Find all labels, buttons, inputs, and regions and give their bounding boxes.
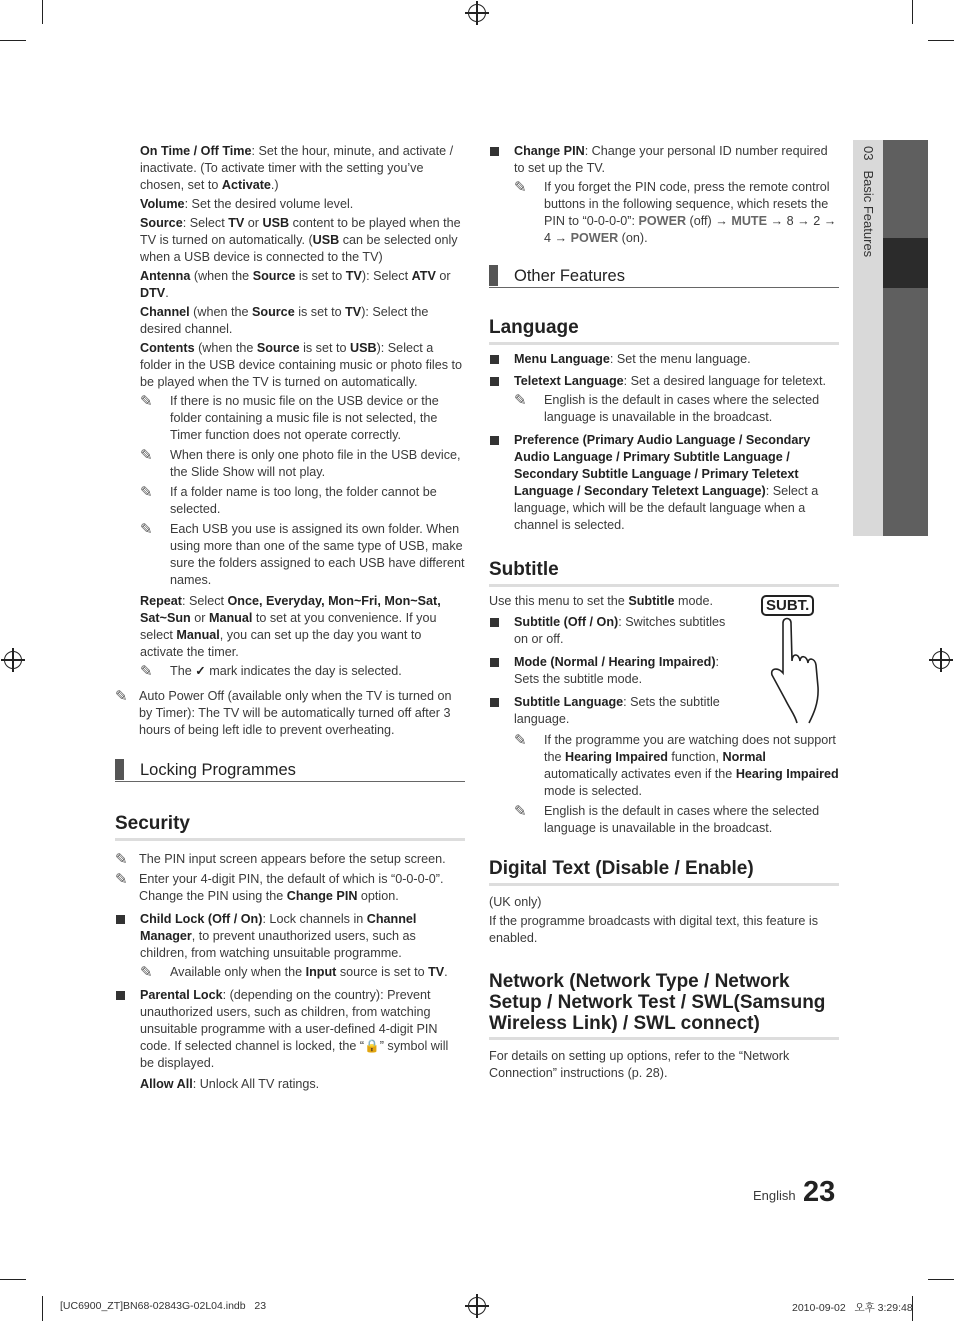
subtitle-intro: Use this menu to set the Subtitle mode. — [489, 594, 714, 608]
note-pencil-icon: ✎ — [140, 393, 153, 410]
note-pencil-icon: ✎ — [115, 688, 128, 705]
teletext-language-item: Teletext Language: Set a desired language for teletext. — [489, 373, 839, 390]
crop-mark — [928, 1279, 954, 1280]
crop-mark — [42, 1296, 43, 1321]
channel-item: Channel (when the Source is set to TV): Select the desired channel. — [140, 305, 429, 336]
note: ✎ If you forget the PIN code, press the remote control buttons in the following sequence, which resets the PIN to “0-0-0-0”: POWER (off) → MUTE → 8 → 2 → 4 → POWER (on). — [514, 179, 837, 245]
change-pin-item: Change PIN: Change your personal ID number required to set up the TV. — [489, 143, 839, 177]
mode-item: Mode (Normal / Hearing Impaired): Sets the subtitle mode. — [489, 654, 734, 688]
note-pencil-icon: ✎ — [514, 392, 527, 409]
note: ✎ If a folder name is too long, the folder cannot be selected. — [140, 484, 437, 516]
section-marker — [115, 759, 124, 780]
note-pencil-icon: ✎ — [514, 732, 527, 749]
preference-item: Preference (Primary Audio Language / Secondary Audio Language / Primary Subtitle Language / Secondary Subtitle Language / Primary Teletext Language / Secondary Teletext Language): Select a language, which will be the default language when a channel is selected. — [489, 432, 839, 534]
note-pencil-icon: ✎ — [140, 484, 153, 501]
subtitle-language-item: Subtitle Language: Sets the subtitle language. — [489, 694, 734, 728]
crop-mark — [0, 40, 26, 41]
pointing-hand-icon — [761, 615, 841, 725]
note-pencil-icon: ✎ — [140, 447, 153, 464]
auto-power-note: ✎ Auto Power Off (available only when the TV is turned on by Timer): The TV will be automatically turned off after 3 hours of being left idle to prevent overheating. — [115, 688, 452, 737]
parental-lock-item: Parental Lock: (depending on the country): Prevent unauthorized users, such as children, from watching unsuitable programme with a user-defined 4-digit PIN code. If selected channel is locked, the “🔒” symbol will be displayed. — [115, 987, 465, 1072]
subt-button-icon: SUBT. — [761, 595, 814, 616]
note-pencil-icon: ✎ — [514, 803, 527, 820]
chapter-title: Basic Features — [861, 170, 876, 258]
note: ✎ Enter your 4-digit PIN, the default of which is “0-0-0-0”. Change the PIN using the Change PIN option. — [115, 871, 444, 903]
network-description: For details on setting up options, refer to the “Network Connection” instructions (p. 28). — [489, 1049, 790, 1080]
footer-print-date: 2010-09-02 오후 3:29:48 — [792, 1302, 913, 1314]
note-pencil-icon: ✎ — [140, 663, 153, 680]
crop-mark — [912, 0, 913, 24]
repeat-item: Repeat: Select Once, Everyday, Mon~Fri, Mon~Sat, Sat~Sun or Manual to set at you convenience. If you select Manual, you can set up the day you want to activate the timer. — [140, 594, 441, 659]
note: ✎ When there is only one photo file in the USB device, the Slide Show will not play. — [140, 447, 461, 479]
footer-language: English — [753, 1188, 796, 1203]
on-time-item: On Time / Off Time: Set the hour, minute, and activate / inactivate. (To activate timer with the setting you’ve chosen, set to Activate.) — [140, 144, 454, 192]
note: ✎ If the programme you are watching does not support the Hearing Impaired function, Normal automatically activates even if the Hearing Impaired mode is selected. — [514, 732, 839, 798]
menu-language-item: Menu Language: Set the menu language. — [489, 351, 839, 368]
footer-file-info: [UC6900_ZT]BN68-02843G-02L04.indb 23 — [60, 1300, 267, 1312]
note-pencil-icon: ✎ — [115, 871, 128, 888]
contents-item: Contents (when the Source is set to USB): Select a folder in the USB device containing music or photo files to be played when the TV is turned on automatically. — [140, 341, 463, 389]
network-heading: Network (Network Type / Network Setup / Network Test / SWL(Samsung Wireless Link) / SWL connect) — [489, 971, 839, 1040]
note-pencil-icon: ✎ — [140, 521, 153, 538]
digital-text-description: If the programme broadcasts with digital text, this feature is enabled. — [489, 914, 818, 945]
note: ✎ Each USB you use is assigned its own folder. When using more than one of the same type of USB, make sure the folders assigned to each USB have different names. — [140, 521, 465, 587]
note: ✎ The PIN input screen appears before the setup screen. — [115, 851, 446, 868]
language-heading: Language — [489, 316, 839, 345]
chapter-label — [861, 146, 876, 257]
child-lock-item: Child Lock (Off / On): Lock channels in Channel Manager, to prevent unauthorized users, such as children, from watching unsuitable programme. — [115, 911, 465, 962]
volume-item: Volume: Set the desired volume level. — [140, 197, 354, 211]
digital-uk-note: (UK only) — [489, 895, 542, 909]
note: ✎ If there is no music file on the USB device or the folder containing a music file is not selected, the Timer function does not operate correctly. — [140, 393, 439, 442]
registration-mark-icon — [4, 651, 22, 669]
left-column — [115, 143, 465, 1095]
registration-mark-icon — [932, 651, 950, 669]
allow-all-item: Allow All: Unlock All TV ratings. — [140, 1077, 320, 1091]
note: ✎ Available only when the Input source is set to TV. — [140, 964, 448, 981]
subt-remote-illustration — [761, 595, 841, 725]
subtitle-onoff-item: Subtitle (Off / On): Switches subtitles on or off. — [489, 614, 734, 648]
other-features-section — [489, 265, 839, 288]
section-title: Locking Programmes — [140, 761, 296, 779]
lock-icon: 🔒 — [364, 1039, 380, 1053]
subtitle-heading: Subtitle — [489, 558, 839, 587]
chapter-tab-marker — [883, 238, 928, 288]
registration-mark-icon — [468, 4, 486, 22]
digital-text-heading: Digital Text (Disable / Enable) — [489, 857, 839, 886]
source-item: Source: Select TV or USB content to be played when the TV is turned on automatically. (USB can be selected only when a USB device is connected to the TV) — [140, 216, 461, 264]
note-pencil-icon: ✎ — [514, 179, 527, 196]
chapter-sidebar-dark — [883, 140, 928, 536]
crop-mark — [928, 40, 954, 41]
crop-mark — [0, 1279, 26, 1280]
registration-mark-icon — [468, 1297, 486, 1315]
security-heading: Security — [115, 812, 465, 841]
note-pencil-icon: ✎ — [140, 964, 153, 981]
section-marker — [489, 265, 498, 286]
note: ✎ The ✓ mark indicates the day is selected. — [140, 663, 402, 680]
locking-programmes-section — [115, 759, 465, 782]
checkmark-icon: ✓ — [195, 664, 206, 678]
page-number: 23 — [803, 1176, 836, 1208]
note: ✎ English is the default in cases where the selected language is unavailable in the broadcast. — [514, 392, 820, 424]
section-title: Other Features — [514, 267, 625, 285]
note: ✎ English is the default in cases where the selected language is unavailable in the broadcast. — [514, 803, 820, 835]
crop-mark — [42, 0, 43, 24]
antenna-item: Antenna (when the Source is set to TV): Select ATV or DTV. — [140, 269, 451, 300]
chapter-number: 03 — [861, 146, 876, 161]
note-pencil-icon: ✎ — [115, 851, 128, 868]
right-column — [489, 143, 839, 1084]
